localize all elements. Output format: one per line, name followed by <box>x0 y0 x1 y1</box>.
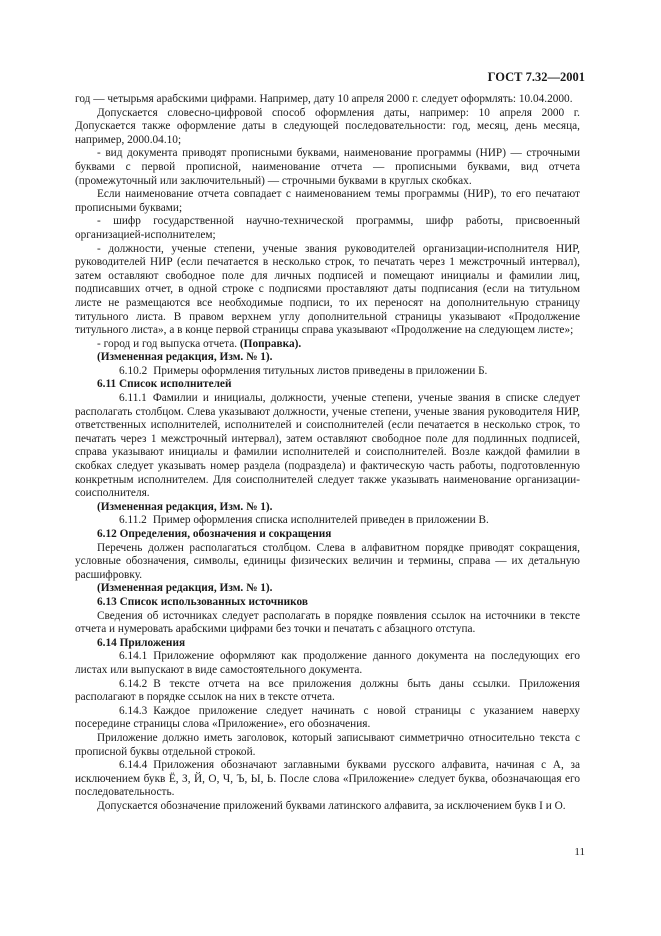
clause-number: 6.14.2 <box>119 677 148 690</box>
paragraph: Если наименование отчета совпадает с наименованием темы программы (НИР), то его печатают прописными буквами; <box>75 188 580 214</box>
amendment-note: (Измененная редакция, Изм. № 1). <box>97 351 273 364</box>
clause <box>75 678 580 705</box>
paragraph: год — четырьмя арабскими цифрами. Например, дату 10 апреля 2000 г. следует оформлять: 10.04.2000. <box>75 93 573 105</box>
clause-number: 6.11.1 <box>119 392 147 405</box>
section-heading: 6.12 Определения, обозначения и сокращения <box>97 528 332 540</box>
clause-text: Приложения обозначают заглавными буквами русского алфавита, начиная с А, за исключением букв Ё, З, Й, О, Ч, Ъ, Ы, Ь. После слова «Приложение» следует буква, обозначающая его последовательность. <box>75 759 580 799</box>
clause <box>75 514 580 528</box>
amendment-note: (Измененная редакция, Изм. № 1). <box>97 582 273 595</box>
clause-number: 6.14.4 <box>119 759 148 772</box>
section-heading: 6.14 Приложения <box>97 636 186 649</box>
clause-number: 6.10.2 <box>119 364 148 377</box>
clause-text: Приложение оформляют как продолжение данного документа на последующих его листах или выпускают в виде самостоятельного документа. <box>75 650 580 676</box>
correction-note: (Поправка). <box>239 337 302 350</box>
clause-text: Примеры оформления титульных листов приведены в приложении Б. <box>153 364 488 377</box>
list-item: - шифр государственной научно-технической программы, шифр работы, присвоенный организацией-исполнителем; <box>75 215 580 241</box>
clause <box>75 759 580 800</box>
page-number: 11 <box>574 846 585 858</box>
clause <box>75 705 580 732</box>
paragraph: Сведения об источниках следует располагать в порядке появления ссылок на источники в тексте отчета и нумеровать арабскими цифрами без точки и печатать с абзацного отступа. <box>75 609 580 636</box>
clause <box>75 650 580 677</box>
paragraph: Допускается обозначение приложений буквами латинского алфавита, за исключением букв I и O. <box>97 799 566 812</box>
document-code: ГОСТ 7.32—2001 <box>487 70 585 84</box>
paragraph: Перечень должен располагаться столбцом. Слева в алфавитном порядке приводят сокращения, условные обозначения, символы, единицы физических величин и термины, справа — их детальную расшифровку. <box>75 541 580 581</box>
clause-text: В тексте отчета на все приложения должны быть даны ссылки. Приложения располагают в порядке ссылок на них в тексте отчета. <box>75 677 580 704</box>
clause <box>75 365 580 379</box>
document-body <box>75 93 580 813</box>
clause-number: 6.14.1 <box>119 650 148 663</box>
list-item <box>75 338 580 352</box>
section-heading: 6.13 Список использованных источников <box>97 595 309 608</box>
clause-number: 6.11.2 <box>119 514 147 527</box>
clause <box>75 392 580 501</box>
clause-text: Каждое приложение следует начинать с новой страницы с указанием наверху посередине страницы слова «Приложение», его обозначения. <box>75 704 580 731</box>
clause-text: Фамилии и инициалы, должности, ученые степени, ученые звания в списке следует располагать столбцом. Слева указывают должности, ученые степени, ученые звания руководителя НИР, ответственных исполнителей, исполнителей и соисполнителей (если печатается в несколько строк, то печатать через 1 межстрочный интервал), затем оставляют свободное поле для подлинных подписей, справа указывают инициалы и фамилии исполнителей и соисполнителей. Возле каждой фамилии в скобках следует указывать номер раздела (подраздела) и фактическую часть работы, подготовленную конкретным исполнителем. Для соисполнителей следует также указывать наименование организации-соисполнителя. <box>75 392 580 500</box>
list-item: - должности, ученые степени, ученые звания руководителей организации-исполнителя НИР, руководителей НИР (если печатается в несколько строк, то печатать через 1 межстрочный интервал), затем оставляют свободное поле для личных подписей и помещают инициалы и фамилии лиц, подписавших отчет, в одной строке с подписями проставляют даты подписания (если на титульном листе не размещаются все необходимые подписи, то их переносят на дополнительную страницу титульного листа. В правом верхнем углу дополнительной страницы указывают «Продолжение титульного листа», а в конце первой страницы справа указывают «Продолжение на следующем листе»; <box>75 242 580 337</box>
amendment-note: (Измененная редакция, Изм. № 1). <box>97 500 273 513</box>
clause-number: 6.14.3 <box>119 704 148 717</box>
list-item: - вид документа приводят прописными буквами, наименование программы (НИР) — строчными буквами с первой прописной, наименование отчета — прописными буквами, вид отчета (промежуточный или заключительный) — строчными буквами в круглых скобках. <box>75 147 580 187</box>
paragraph: Допускается словесно-цифровой способ оформления даты, например: 10 апреля 2000 г. Допускается также оформление даты в следующей последовательности: год, месяц, день месяца, например, 2000.04.10; <box>75 106 580 146</box>
section-heading: 6.11 Список исполнителей <box>97 378 232 391</box>
list-item-text: - город и год выпуска отчета. <box>97 337 238 350</box>
clause-text: Пример оформления списка исполнителей приведен в приложении В. <box>152 514 489 527</box>
paragraph: Приложение должно иметь заголовок, который записывают симметрично относительно текста с прописной буквы отдельной строкой. <box>75 731 580 758</box>
